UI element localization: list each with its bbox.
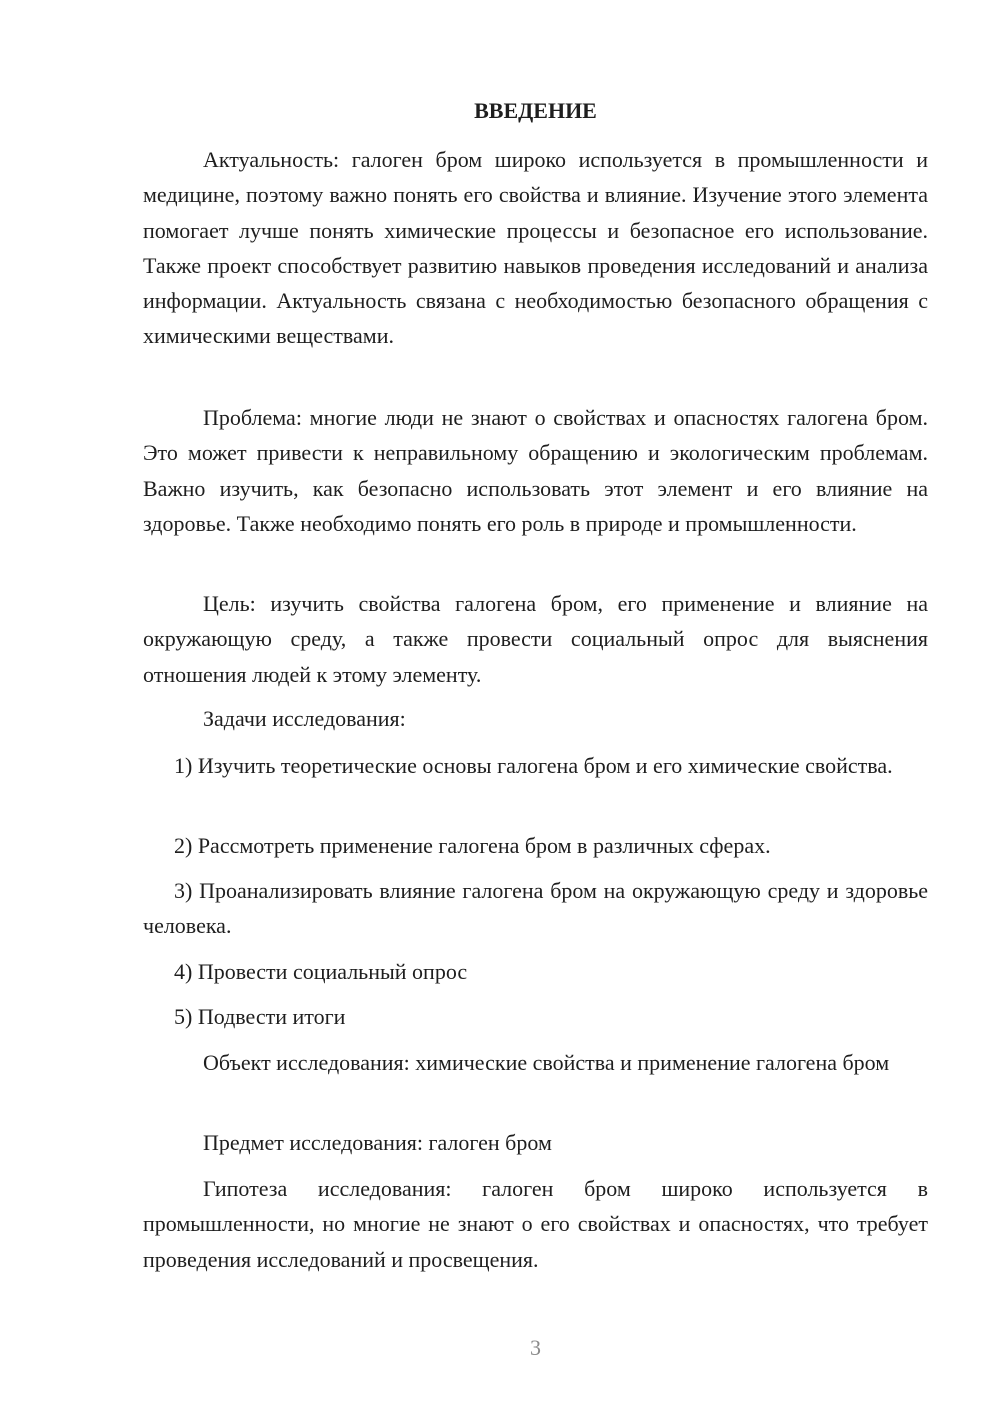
section-title: ВВЕДЕНИЕ [474,98,597,123]
task-item-3: 3) Проанализировать влияние галогена бром на окружающую среду и здоровье человека. [143,878,928,939]
document-page [143,0,928,1414]
task-item-1: 1) Изучить теоретические основы галогена бром и его химические свойства. [174,753,893,778]
task-item-4: 4) Провести социальный опрос [174,959,468,984]
tasks-heading: Задачи исследования: [203,706,406,731]
task-item-5: 5) Подвести итоги [174,1004,346,1029]
goal-paragraph: Цель: изучить свойства галогена бром, его применение и влияние на окружающую среду, а также провести социальный опрос для выяснения отношения людей к этому элементу. [143,591,928,687]
problem-paragraph: Проблема: многие люди не знают о свойствах и опасностях галогена бром. Это может привести к неправильному обращению и экологическим проблемам. Важно изучить, как безопасно использовать этот элемент и его влияние на здоровье. Также необходимо понять его роль в природе и промышленности. [143,405,928,536]
subject-paragraph: Предмет исследования: галоген бром [203,1130,552,1155]
relevance-paragraph: Актуальность: галоген бром широко используется в промышленности и медицине, поэтому важно понять его свойства и влияние. Изучение этого элемента помогает лучше понять химические процессы и безопасное его использование. Также проект способствует развитию навыков проведения исследований и анализа информации. Актуальность связана с необходимостью безопасного обращения с химическими веществами. [143,147,928,349]
page-number: 3 [530,1335,541,1360]
task-item-2: 2) Рассмотреть применение галогена бром в различных сферах. [174,833,771,858]
object-paragraph: Объект исследования: химические свойства и применение галогена бром [203,1050,890,1075]
hypothesis-paragraph: Гипотеза исследования: галоген бром широко используется в промышленности, но многие не знают о его свойствах и опасностях, что требует проведения исследований и просвещения. [143,1176,928,1272]
